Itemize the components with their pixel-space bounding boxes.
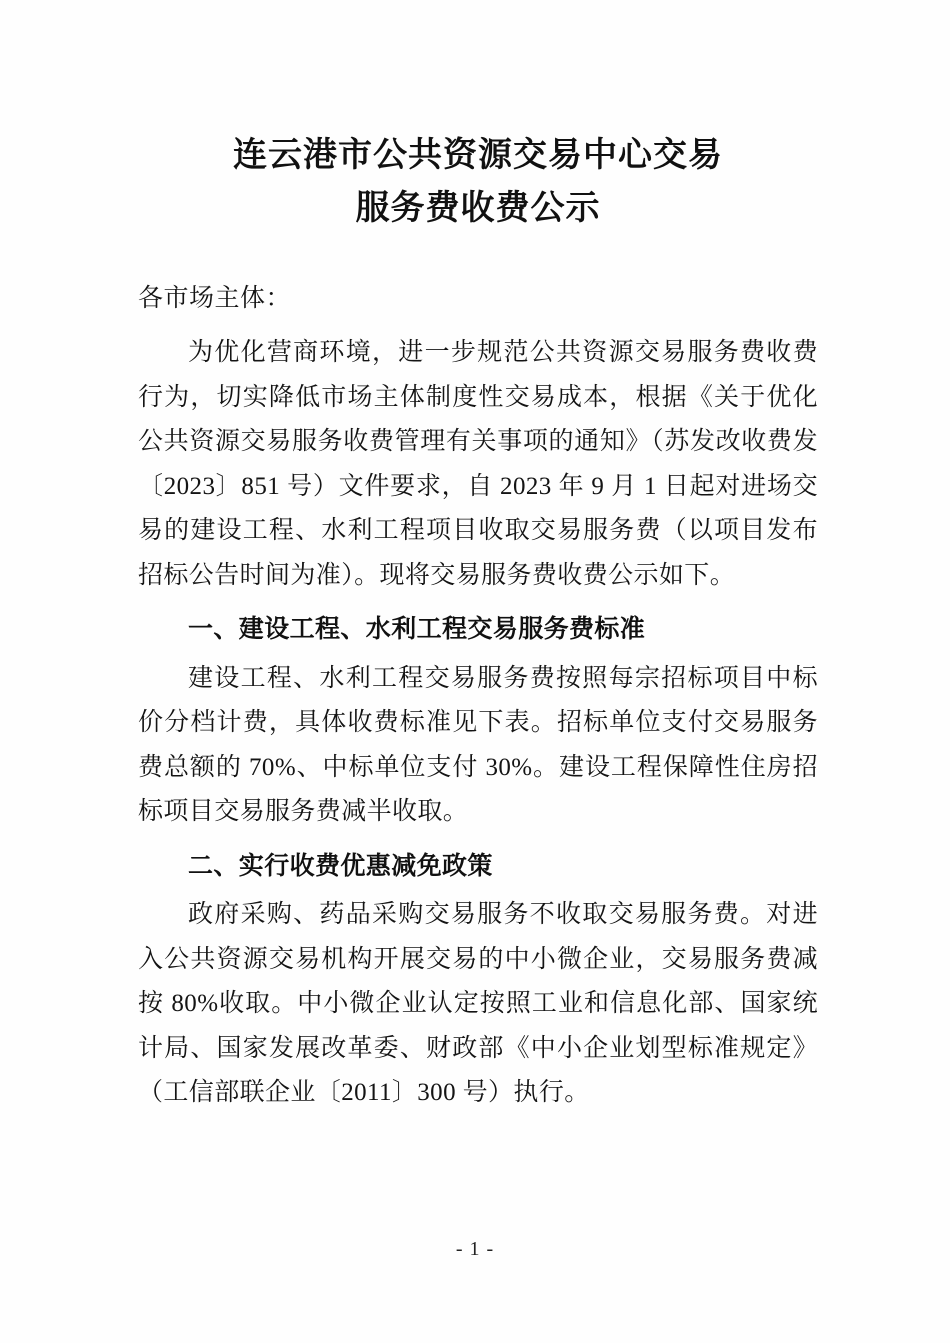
- section-heading-1: 一、建设工程、水利工程交易服务费标准: [188, 616, 646, 644]
- salutation: 各市场主体：: [138, 285, 292, 313]
- document-body: [138, 130, 818, 1122]
- section-paragraph-2: 政府采购、药品采购交易服务不收取交易服务费。对进入公共资源交易机构开展交易的中小微企业，交易服务费减按 80%收取。中小微企业认定按照工业和信息化部、国家统计局、国家发展改革委、财政部《中小企业划型标准规定》（工信部联企业〔2011〕300 号）执行。: [138, 901, 818, 1107]
- page-title-line-1: 连云港市公共资源交易中心交易: [233, 137, 723, 174]
- section-heading-2: 二、实行收费优惠减免政策: [188, 852, 493, 880]
- page-number: - 1 -: [455, 1238, 495, 1260]
- page-title: [178, 130, 778, 235]
- page-title-line-2: 服务费收费公示: [355, 189, 601, 227]
- intro-paragraph: 为优化营商环境，进一步规范公共资源交易服务费收费行为，切实降低市场主体制度性交易成本，根据《关于优化公共资源交易服务收费管理有关事项的通知》（苏发改收费发〔2023〕851 号）文件要求，自 2023 年 9 月 1 日起对进场交易的建设工程、水利工程项目收取交易服务费（以项目发布招标公告时间为准）。现将交易服务费收费公示如下。: [138, 339, 818, 589]
- section-paragraph-1: 建设工程、水利工程交易服务费按照每宗招标项目中标价分档计费，具体收费标准见下表。招标单位支付交易服务费总额的 70%、中标单位支付 30%。建设工程保障性住房招标项目交易服务费减半收取。: [138, 664, 818, 826]
